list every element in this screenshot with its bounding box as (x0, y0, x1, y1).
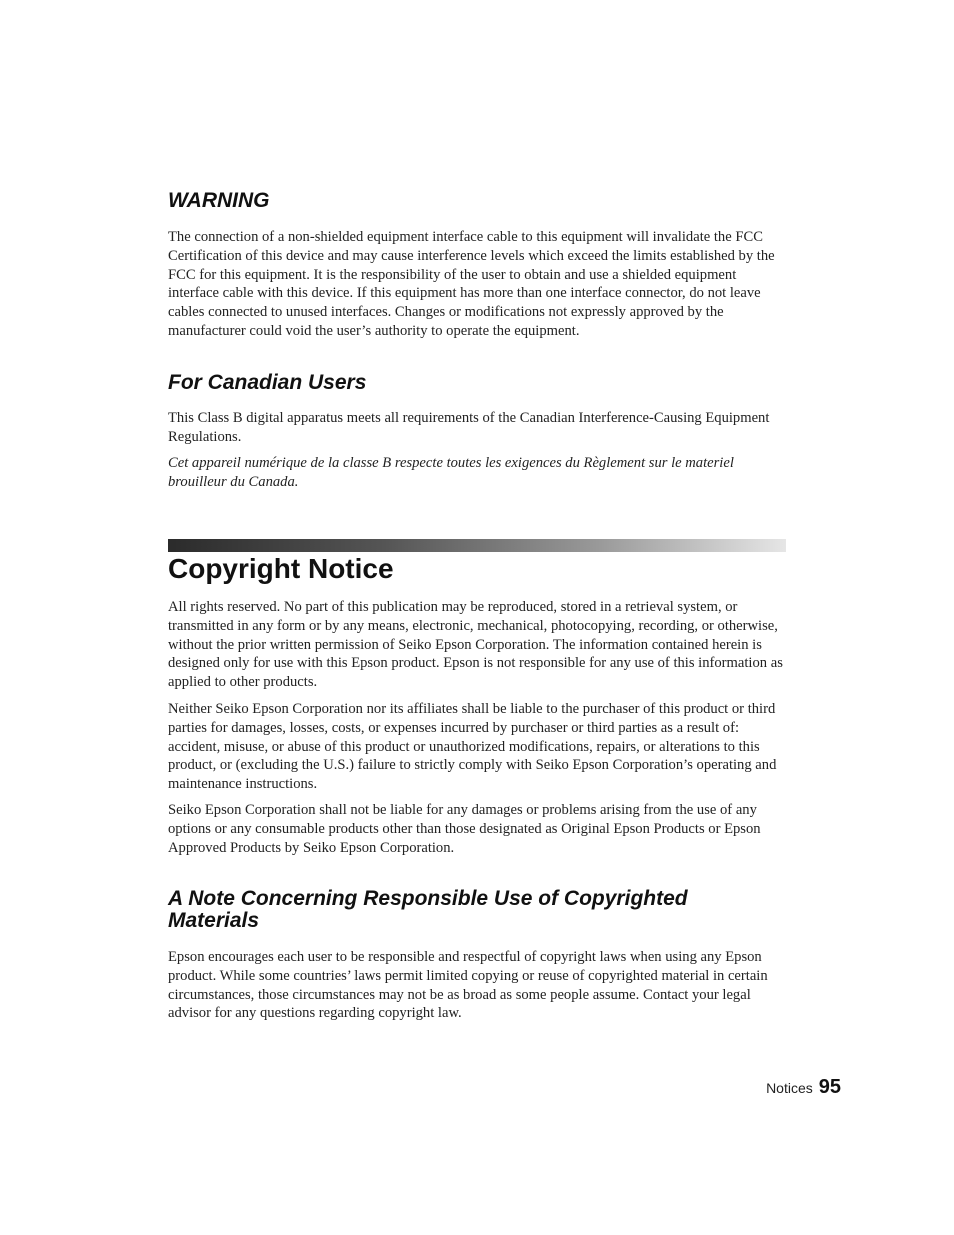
section-divider-bar (168, 539, 786, 552)
copyright-paragraph: All rights reserved. No part of this publication may be reproduced, stored in a retrieval system, or transmitted in any form or by any means, electronic, mechanical, photocopying, recording, or otherwise, without the prior written permission of Seiko Epson Corporation. The information contained herein is designed only for use with this Epson product. Epson is not responsible for any use of this information as applied to other products. (168, 599, 783, 691)
page-number: 95 (818, 1076, 841, 1098)
canadian-users-heading: For Canadian Users (168, 371, 367, 394)
footer-section-label: Notices (766, 1080, 813, 1096)
copyright-notice-heading: Copyright Notice (168, 553, 394, 584)
canadian-french-paragraph: Cet appareil numérique de la classe B respecte toutes les exigences du Règlement sur le materiel brouilleur du Canada. (168, 455, 734, 490)
copyright-paragraph: Neither Seiko Epson Corporation nor its affiliates shall be liable to the purchaser of this product or third parties for damages, losses, costs, or expenses incurred by purchaser or third parties as a result of: accident, misuse, or abuse of this product or unauthorized modifications, repairs, or alterations to this product, or (excluding the U.S.) failure to strictly comply with Seiko Epson Corporation’s operating and maintenance instructions. (168, 701, 777, 793)
copyright-paragraph: Seiko Epson Corporation shall not be liable for any damages or problems arising from the use of any options or any consumable products other than those designated as Original Epson Products or Epson Approved Products by Seiko Epson Corporation. (168, 802, 761, 856)
warning-heading: WARNING (168, 189, 270, 212)
responsible-use-paragraph: Epson encourages each user to be responsible and respectful of copyright laws when using any Epson product. While some countries’ laws permit limited copying or reuse of copyrighted material in certain circumstances, those circumstances may not be as broad as some people assume. Contact your legal advisor for any questions regarding copyright law. (168, 949, 768, 1022)
responsible-use-heading: A Note Concerning Responsible Use of Copyrighted Materials (168, 887, 688, 932)
page-footer (766, 1076, 841, 1099)
canadian-english-paragraph: This Class B digital apparatus meets all requirements of the Canadian Interference-Causing Equipment Regulations. (168, 410, 770, 445)
warning-paragraph: The connection of a non-shielded equipment interface cable to this equipment will invalidate the FCC Certification of this device and may cause interference levels which exceed the limits established by the FCC for this equipment. It is the responsibility of the user to obtain and use a shielded equipment interface cable with this device. If this equipment has more than one interface connector, do not leave cables connected to unused interfaces. Changes or modifications not expressly approved by the manufacturer could void the user’s authority to operate the equipment. (168, 229, 775, 339)
